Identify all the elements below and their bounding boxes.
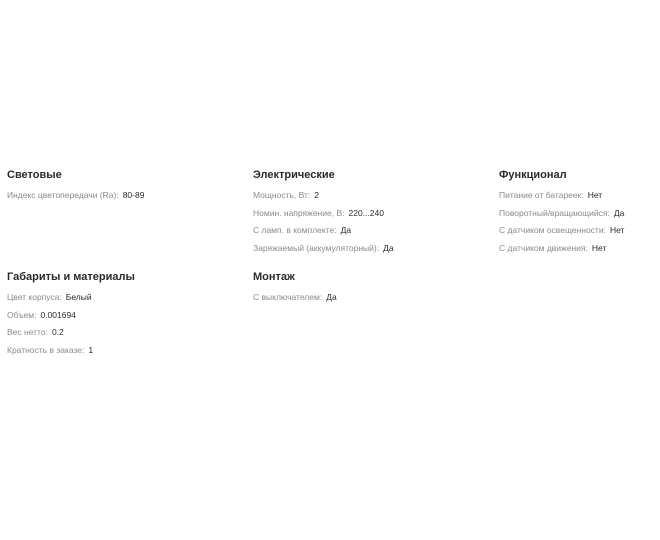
- spec-label: С датчиком освещенности:: [499, 225, 606, 235]
- specifications-panel: [7, 168, 657, 362]
- spec-label: Кратность в заказе:: [7, 344, 85, 355]
- spec-value: 80-89: [122, 190, 145, 200]
- spec-label: Заряжаемый (аккумуляторный):: [253, 242, 380, 253]
- spec-item-color-rendering-index: [7, 190, 253, 200]
- spec-item-rechargeable: [253, 243, 499, 253]
- spec-value: Да: [340, 225, 352, 235]
- spec-label: Индекс цветопередачи (Ra):: [7, 190, 119, 200]
- spec-value: 1: [88, 344, 94, 355]
- spec-label: С датчиком движения:: [499, 242, 588, 253]
- spec-label: Номин. напряжение, В:: [253, 207, 345, 218]
- spec-value: Да: [613, 207, 625, 218]
- spec-group-title: Световые: [7, 169, 62, 181]
- spec-value: Белый: [65, 292, 92, 302]
- spec-value: Да: [383, 242, 394, 253]
- spec-item-body-color: [7, 292, 253, 302]
- spec-label: С выключателем:: [253, 292, 323, 302]
- spec-item-lamps-included: [253, 225, 499, 235]
- spec-value: Нет: [609, 225, 625, 235]
- spec-group-title: Электрические: [253, 169, 335, 181]
- spec-value: Да: [326, 292, 337, 302]
- spec-item-volume: [7, 310, 253, 320]
- spec-group-dimensions-materials: [7, 270, 253, 362]
- spec-item-with-switch: [253, 292, 499, 302]
- spec-group-mounting: [253, 270, 499, 362]
- spec-group-electrical: [253, 168, 499, 260]
- spec-value: 0.001694: [40, 309, 76, 320]
- spec-value: 0.2: [51, 327, 64, 337]
- spec-label: Поворотный/вращающийся:: [499, 207, 610, 218]
- spec-label: Вес нетто:: [7, 327, 48, 337]
- spec-item-motion-sensor: [499, 243, 657, 253]
- spec-item-order-multiplicity: [7, 345, 253, 355]
- specifications-row-1: [7, 168, 657, 260]
- spec-label: Мощность, Вт:: [253, 190, 311, 200]
- spec-label: С ламп. в комплекте:: [253, 225, 337, 235]
- spec-item-light-sensor: [499, 225, 657, 235]
- spec-label: Объем:: [7, 309, 37, 320]
- spec-item-battery-powered: [499, 190, 657, 200]
- spec-group-light: [7, 168, 253, 260]
- spec-group-functional: [499, 168, 657, 260]
- spec-item-power: [253, 190, 499, 200]
- spec-value: Нет: [587, 190, 603, 200]
- spec-item-net-weight: [7, 327, 253, 337]
- spec-item-rotating: [499, 208, 657, 218]
- spec-group-title: Функционал: [499, 169, 567, 181]
- spec-item-voltage: [253, 208, 499, 218]
- spec-group-title: Габариты и материалы: [7, 271, 135, 283]
- spec-label: Цвет корпуса:: [7, 292, 62, 302]
- spec-group-empty: [499, 270, 657, 362]
- spec-group-title: Монтаж: [253, 271, 295, 283]
- spec-value: 220...240: [348, 207, 384, 218]
- spec-label: Питание от батареек:: [499, 190, 584, 200]
- spec-value: Нет: [591, 242, 607, 253]
- spec-value: 2: [314, 190, 319, 200]
- specifications-row-2: [7, 270, 657, 362]
